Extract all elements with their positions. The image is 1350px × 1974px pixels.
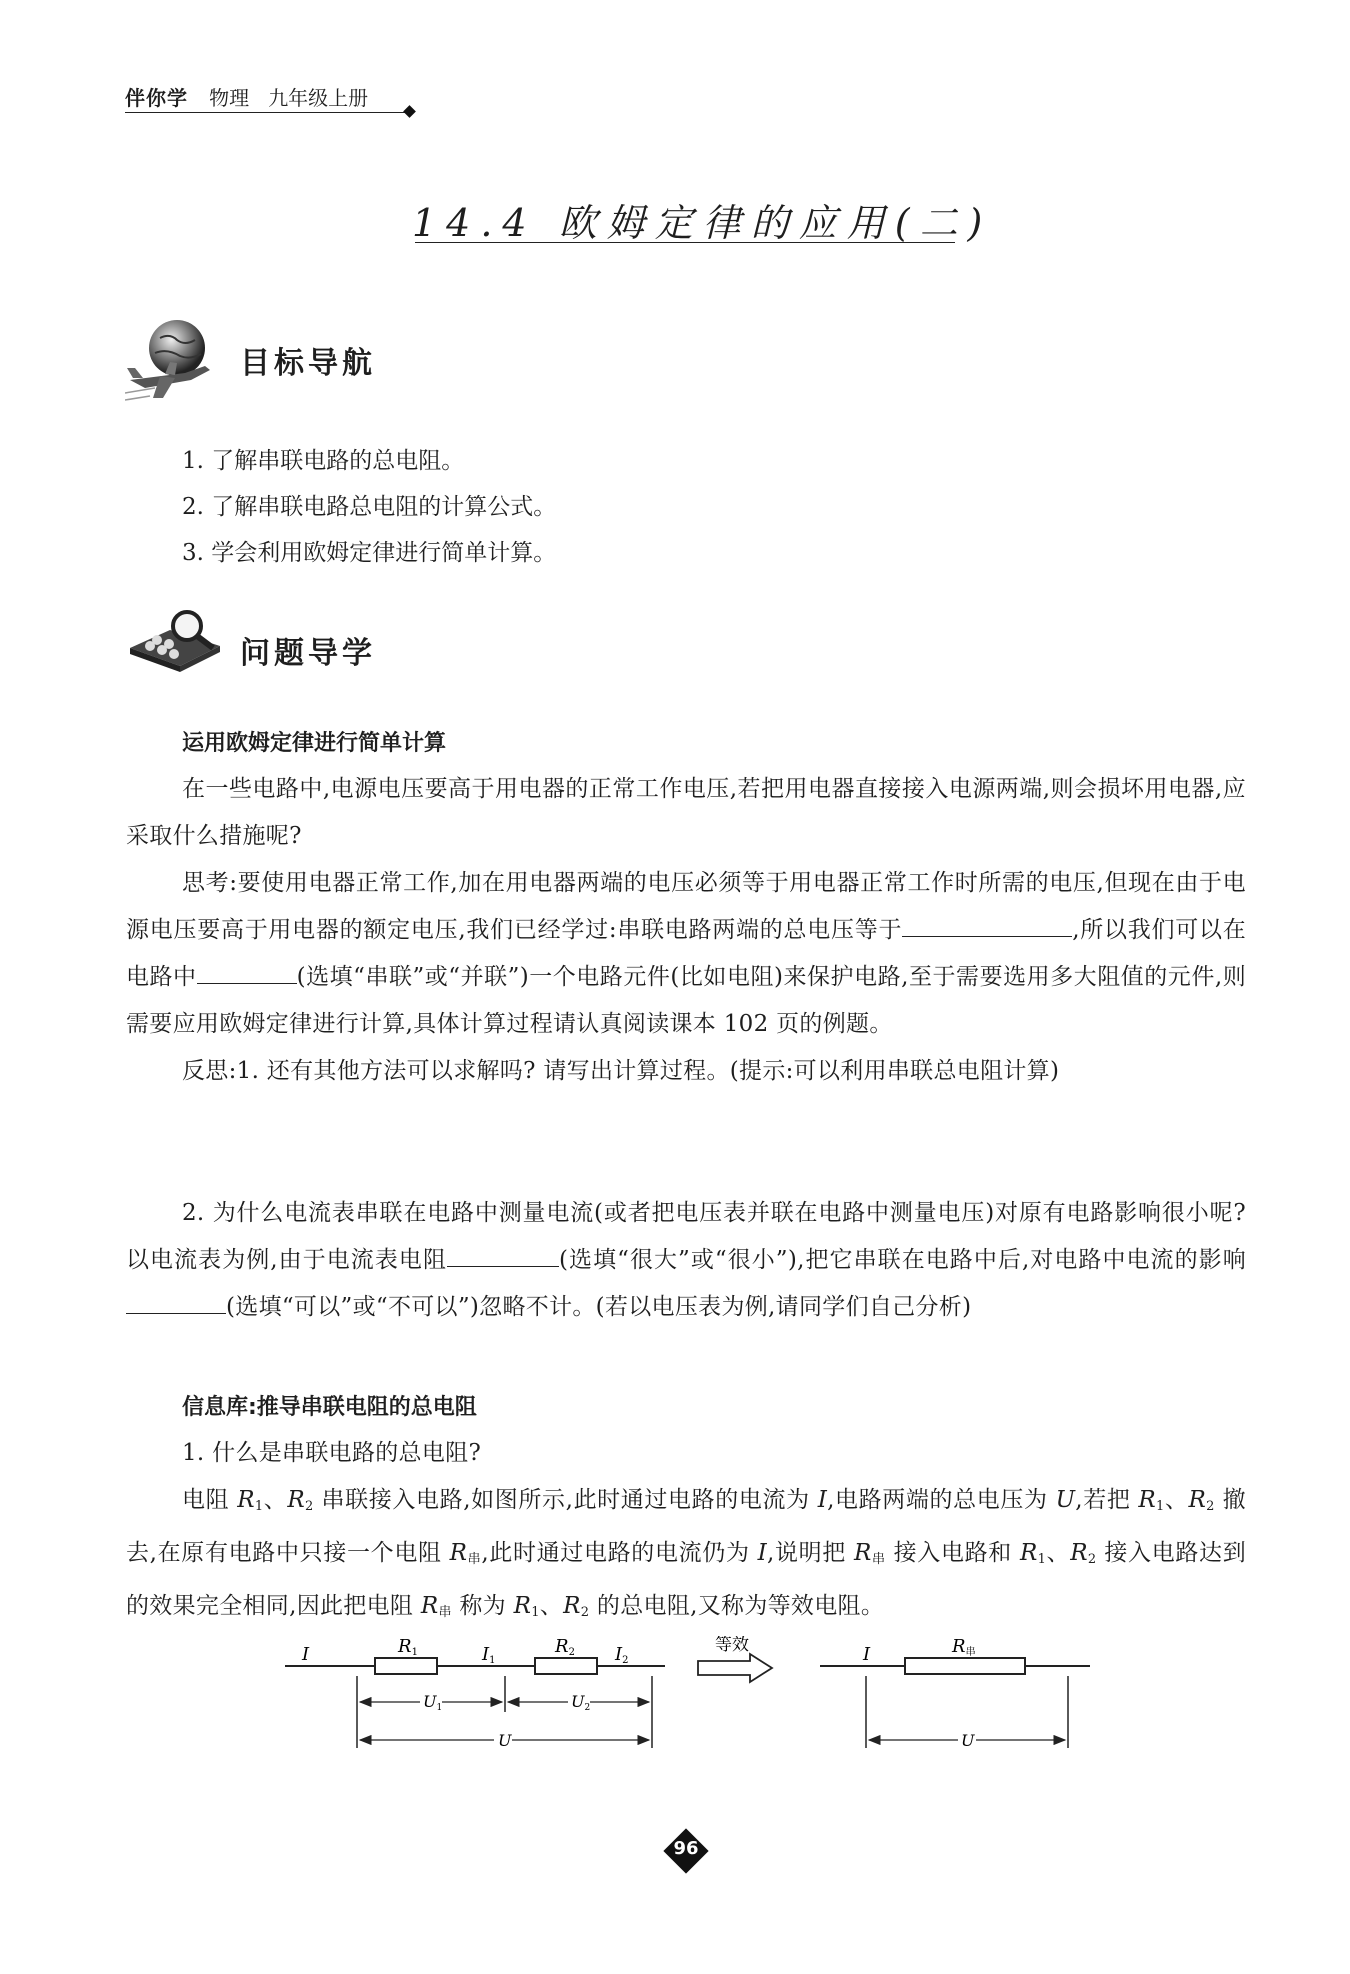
paragraph-equivalent-resistance: 电阻 $R_1$、$R_2$ 串联接入电路,如图所示,此时通过电路的电流为 I,电路两端的总电压为 U,若把 $R_1$、$R_2$ 撤去,在原有电路中只接一个电阻 $R_串$,此时通过电路的电流仍为 I,说明把 $R_串$ 接入电路和 $R_1$、$R_2$ 接入电路达到的效果完全相同,因此把电阻 $R_串$ 称为 $R_1$、$R_2$ 的总电阻,又称为等效电阻。 [126,1487,1247,1620]
header-rule [125,112,410,113]
page-number-text: 96 [673,1838,699,1859]
goal-item: 3. 学会利用欧姆定律进行简单计算。 [182,540,557,566]
label-current-I: I [302,1644,310,1665]
label-equivalent: 等效 [715,1636,749,1655]
label-U: U [498,1731,512,1750]
running-header [125,82,415,118]
globe-plane-icon [125,318,225,408]
chapter-title-underline [415,242,955,243]
subtitle-simple-calculation: 运用欧姆定律进行简单计算 [182,731,447,756]
paragraph-ammeter: 2. 为什么电流表串联在电路中测量电流(或者把电压表并联在电路中测量电压)对原有电路影响很小呢? 以电流表为例,由于电流表电阻 (选填“很大”或“很小”),把它串联在电路中后,对电路中电流的影响(选填“可以”或“不可以”)忽略不计。(若以电压表为例,请同学们自己分析) [126,1200,1246,1320]
label-R2: R2 [555,1636,575,1658]
paragraph-reflect: 反思:1. 还有其他方法可以求解吗? 请写出计算过程。(提示:可以利用串联总电阻计算) [182,1058,1060,1084]
question-total-resistance: 1. 什么是串联电路的总电阻? [182,1440,482,1466]
guide-text-block-2 [126,1190,1246,1331]
subtitle-info-library: 信息库:推导串联电阻的总电阻 [182,1395,477,1420]
label-current-I: I [863,1644,871,1665]
answer-blank-4[interactable] [126,1289,226,1314]
section-guide-title: 问题导学 [240,636,376,671]
header-grade: 九年级上册 [268,86,369,110]
answer-blank-2[interactable] [197,959,297,984]
equivalence-arrow-icon [698,1654,772,1682]
goal-item: 2. 了解串联电路总电阻的计算公式。 [182,494,557,520]
section-guide-header [125,608,525,688]
section-goals-header [125,318,525,398]
section-goals-title: 目标导航 [240,346,376,381]
chapter-title: 14.4 欧姆定律的应用(二) [412,201,993,245]
series-circuit-diagram [280,1636,1100,1756]
guide-text-block-3 [126,1430,1246,1636]
answer-blank-1[interactable] [902,912,1072,937]
guide-text-block-1 [126,766,1246,1095]
page-number [663,1828,709,1874]
label-U1: U1 [423,1692,443,1713]
label-R-series: R串 [952,1636,976,1658]
resistor-r1 [375,1658,437,1674]
label-R1: R1 [398,1636,418,1658]
answer-blank-3[interactable] [447,1242,559,1267]
header-subject: 物理 [209,86,250,110]
header-diamond-icon [403,105,416,118]
paragraph-think: 思考:要使用电器正常工作,加在用电器两端的电压必须等于用电器正常工作时所需的电压,但现在由于电源电压要高于用电器的额定电压,我们已经学过:串联电路两端的总电压等于 ,所以我们可以在电路中 (选填“串联”或“并联”)一个电路元件(比如电阻)来保护电路,至于需要选用多大阻值的元件,则需要应用欧姆定律进行计算,具体计算过程请认真阅读课本 102 页的例题。 [126,870,1246,1037]
label-U2: U2 [571,1692,591,1713]
resistor-r2 [535,1658,597,1674]
header-brand: 伴你学 [125,86,188,110]
resistor-r-series [905,1658,1025,1674]
magnifier-stack-icon [125,608,225,678]
label-I2: I2 [615,1644,629,1666]
goals-list [182,438,556,576]
label-I1: I1 [482,1644,496,1666]
paragraph-intro: 在一些电路中,电源电压要高于用电器的正常工作电压,若把用电器直接接入电源两端,则会损坏用电器,应采取什么措施呢? [126,776,1246,849]
goal-item: 1. 了解串联电路的总电阻。 [182,448,465,474]
label-U: U [961,1731,975,1750]
